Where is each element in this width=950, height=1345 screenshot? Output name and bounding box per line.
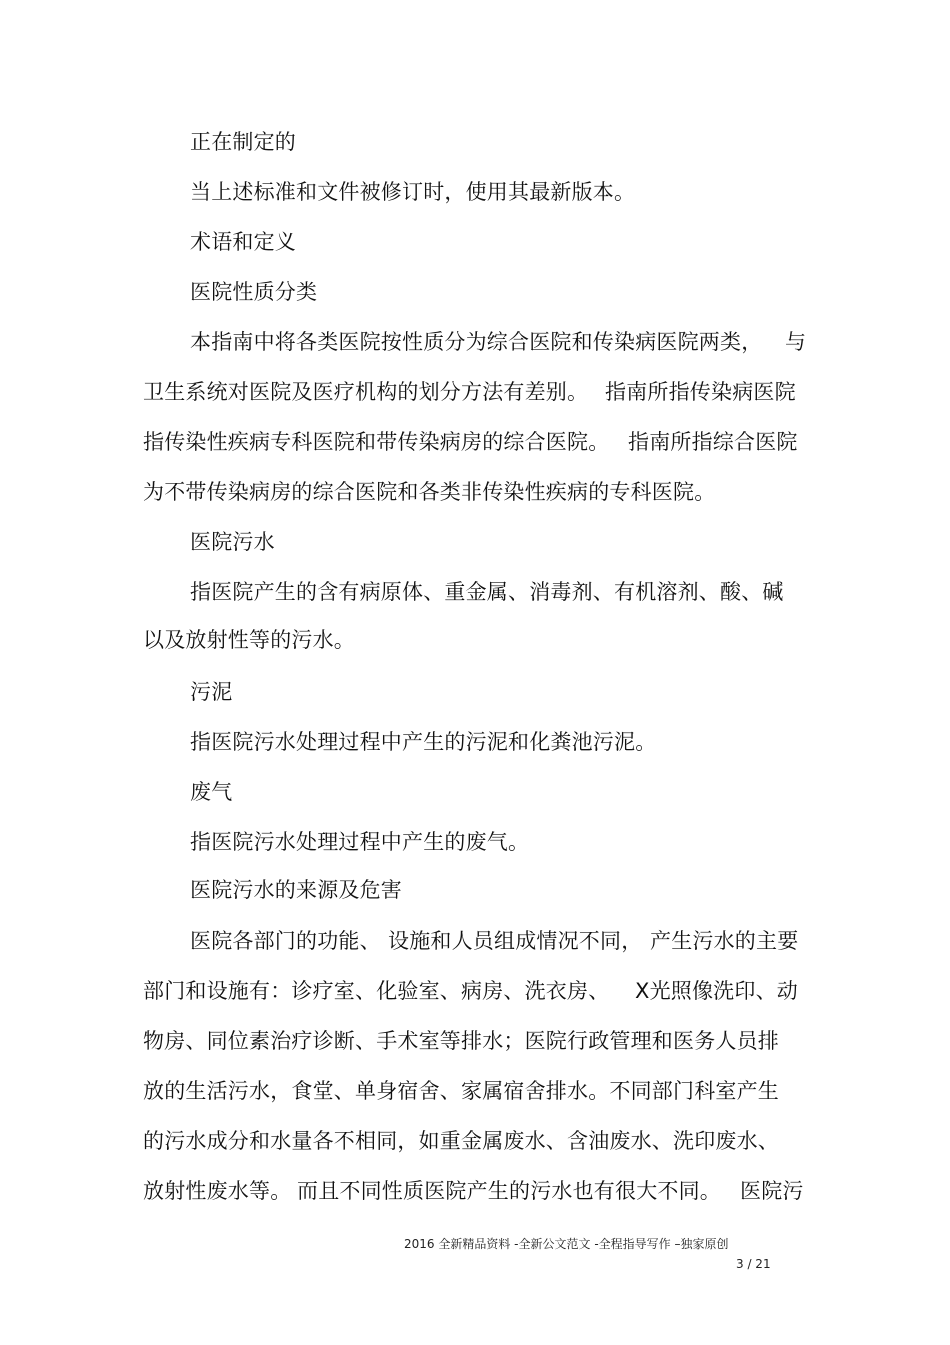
text-line: 指南所指传染病医院	[605, 380, 796, 404]
text-line: X光照像洗印、动	[635, 979, 798, 1003]
text-line: 指南所指综合医院	[628, 430, 798, 454]
text-line: 为不带传染病房的综合医院和各类非传染性疾病的专科医院。	[143, 480, 716, 504]
text-line: 物房、同位素治疗诊断、手术室等排水；医院行政管理和医务人员排	[143, 1029, 779, 1053]
text-line: 当上述标准和文件被修订时，使用其最新版本。	[190, 180, 636, 204]
text-line: 放射性废水等。	[143, 1179, 292, 1203]
text-line: 而且不同性质医院产生的污水也有很大不同。	[297, 1179, 721, 1203]
footer-tagline: 2016 全新精品资料 -全新公文范文 -全程指导写作 –独家原创	[404, 1237, 729, 1251]
text-line: 正在制定的	[190, 130, 296, 154]
text-line: 的污水成分和水量各不相同，如重金属废水、含油废水、洗印废水、	[143, 1129, 779, 1153]
section-heading: 废气	[190, 780, 233, 804]
section-heading: 医院性质分类	[190, 280, 318, 304]
text-line: 医院各部门的功能、	[190, 929, 381, 953]
text-line: 部门和设施有：诊疗室、化验室、病房、洗衣房、	[143, 979, 610, 1003]
text-line: 卫生系统对医院及医疗机构的划分方法有差别。	[143, 380, 589, 404]
text-line: 医院污	[740, 1179, 804, 1203]
page-number: 3 / 21	[736, 1257, 771, 1271]
text-line: 指传染性疾病专科医院和带传染病房的综合医院。	[143, 430, 610, 454]
text-line: 产生污水的主要	[650, 929, 799, 953]
text-line: 指医院产生的含有病原体、重金属、消毒剂、有机溶剂、酸、碱	[190, 580, 784, 604]
text-line: 指医院污水处理过程中产生的废气。	[190, 830, 530, 854]
text-line: 设施和人员组成情况不同，	[388, 929, 643, 953]
text-line: 指医院污水处理过程中产生的污泥和化粪池污泥。	[190, 730, 657, 754]
section-heading: 医院污水	[190, 530, 275, 554]
section-heading: 污泥	[190, 680, 233, 704]
text-line: 与	[785, 330, 807, 354]
section-heading: 术语和定义	[190, 230, 296, 254]
text-line: 以及放射性等的污水。	[143, 628, 355, 652]
section-heading: 医院污水的来源及危害	[190, 878, 402, 902]
text-line: 本指南中将各类医院按性质分为综合医院和传染病医院两类，	[190, 330, 763, 354]
text-line: 放的生活污水，食堂、单身宿舍、家属宿舍排水。不同部门科室产生	[143, 1079, 779, 1103]
